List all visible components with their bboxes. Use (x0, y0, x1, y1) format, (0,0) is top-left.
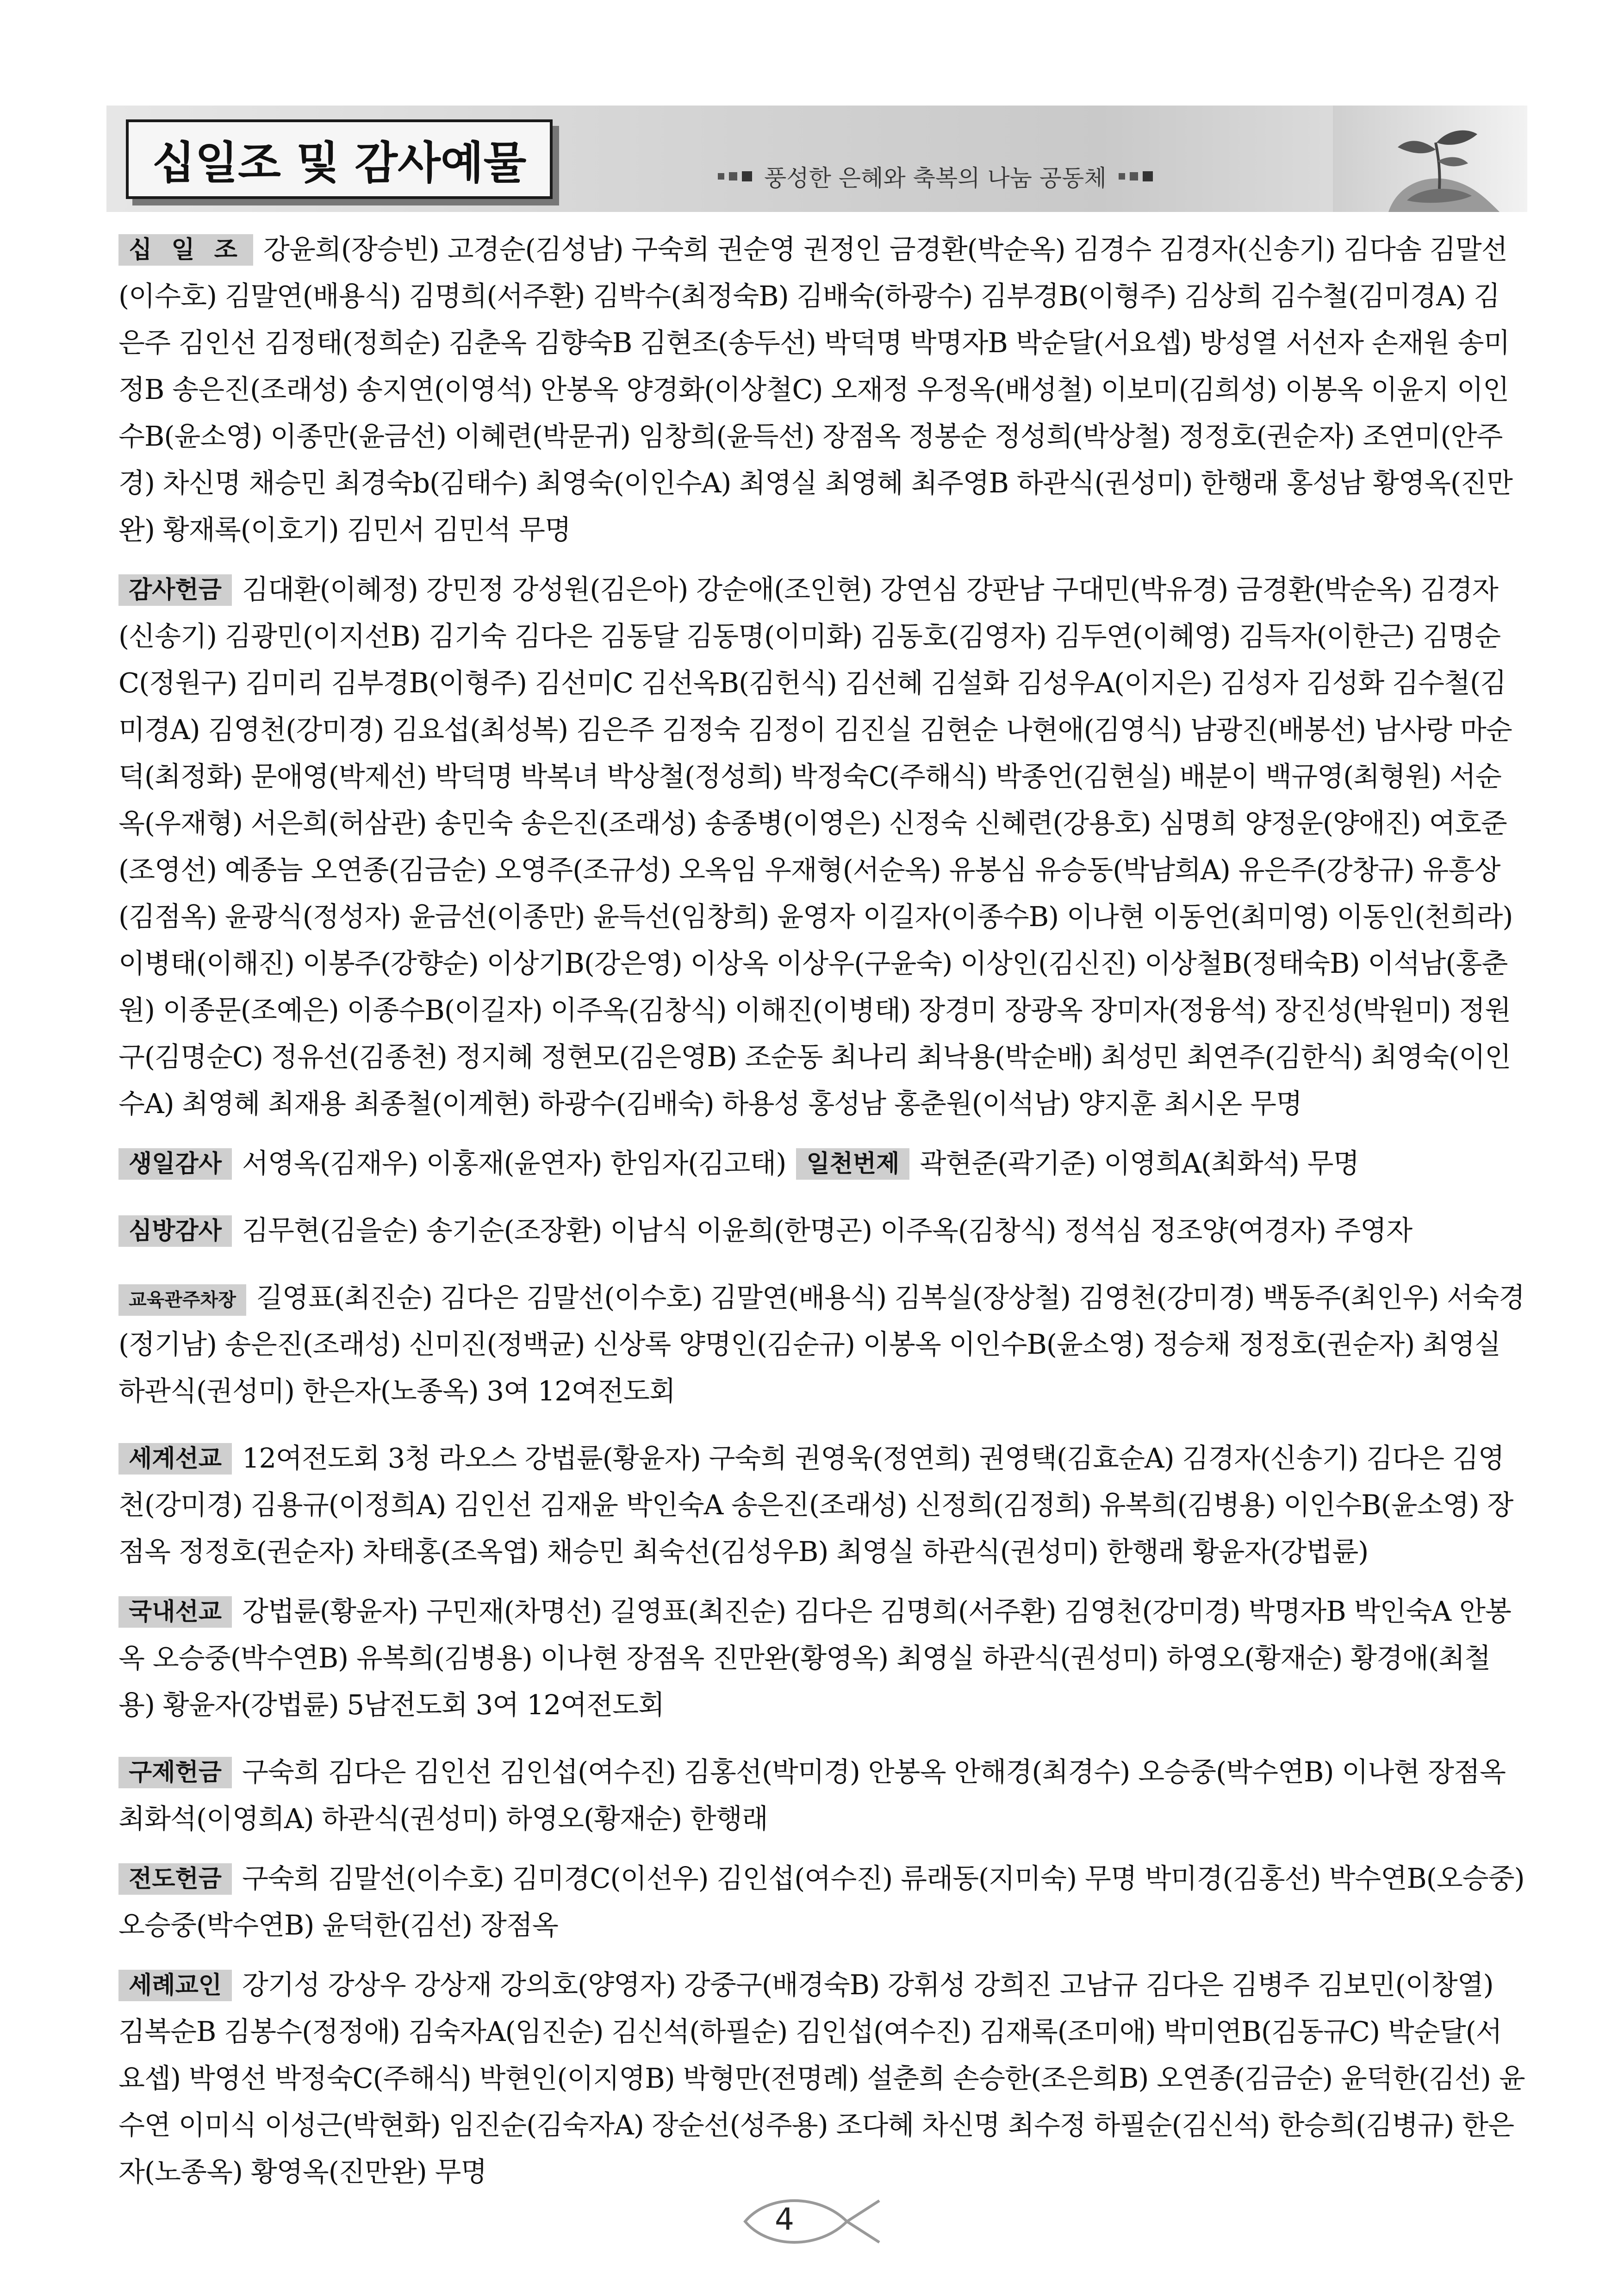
section-relief-offering (118, 1748, 1525, 1842)
section-text: 구숙희 김말선(이수호) 김미경C(이선우) 김인섭(여수진) 류래동(지미숙) 무명 박미경(김홍선) 박수연B(오승중) 오승중(박수연B) 윤덕한(김선) 장점옥 (118, 1862, 1525, 1941)
bullet-dots-right (1119, 171, 1153, 181)
section-world-mission (118, 1435, 1525, 1575)
bullet-dots-left (718, 171, 752, 181)
section-label: 세계선교 (118, 1443, 232, 1475)
section-text: 김대환(이혜정) 강민정 강성원(김은아) 강순애(조인현) 강연심 강판남 구대민(박유경) 금경환(박순옥) 김경자(신송기) 김광민(이지선B) 김기숙 김다은 김동달 김동명(이미화) 김동호(김영자) 김두연(이혜영) 김득자(이한근) 김명순C(정원구) 김미리 김부경B(이형주) 김선미C 김선옥B(김헌식) 김선혜 김설화 김성우A(이지은) 김성자 김성화 김수철(김미경A) 김영천(강미경) 김요섭(최성복) 김은주 김정숙 김정이 김진실 김현순 나현애(김영식) 남광진(배봉선) 남사랑 마순덕(최정화) 문애영(박제선) 박덕명 박복녀 박상철(정성희) 박정숙C(주해식) 박종언(김현실) 배분이 백규영(최형원) 서순옥(우재형) 서은희(허삼관) 송민숙 송은진(조래성) 송종병(이영은) 신정숙 신혜련(강용호) 심명희 양정운(양애진) 여호준(조영선) 예종늠 오연종(김금순) 오영주(조규성) 오옥임 우재형(서순옥) 유봉심 유승동(박남희A) 유은주(강창규) 유흥상(김점옥) 윤광식(정성자) 윤금선(이종만) 윤득선(임창희) 윤영자 이길자(이종수B) 이나현 이동언(최미영) 이동인(천희라) 이병태(이해진) 이봉주(강향순) 이상기B(강은영) 이상옥 이상우(구윤숙) 이상인(김신진) 이상철B(정태숙B) 이석남(홍춘원) 이종문(조예은) 이종수B(이길자) 이주옥(김창식) 이해진(이병태) 장경미 장광옥 장미자(정융석) 장진성(박원미) 정원구(김명순C) 정유선(김종천) 정지혜 정현모(김은영B) 조순동 최나리 최낙용(박순배) 최성민 최연주(김한식) 최영숙(이인수A) 최영혜 최재용 최종철(이계현) 하광수(김배숙) 하용성 홍성남 홍춘원(이석남) 양지훈 최시온 무명 (118, 573, 1513, 1120)
section-visitation-thanks (118, 1207, 1525, 1254)
spacer (118, 1254, 1525, 1274)
donor-list (118, 226, 1525, 2195)
section-text: 길영표(최진순) 김다은 김말선(이수호) 김말연(배용식) 김복실(장상철) 김영천(강미경) 백동주(최인우) 서숙경(정기남) 송은진(조래성) 신미진(정백균) 신상록 양명인(김순규) 이봉옥 이인수B(윤소영) 정승채 정정호(권순자) 최영실 하관식(권성미) 한은자(노종옥) 3여 12여전도회 (118, 1282, 1525, 1407)
spacer (118, 1948, 1525, 1961)
spacer (118, 1842, 1525, 1855)
section-label: 전도헌금 (118, 1863, 232, 1895)
section-text: 강기성 강상우 강상재 강의호(양영자) 강중구(배경숙B) 강휘성 강희진 고남규 김다은 김병주 김보민(이창열) 김복순B 김봉수(정정애) 김숙자A(임진순) 김신석(하필순) 김인섭(여수진) 김재록(조미애) 박미연B(김동규C) 박순달(서요셉) 박영선 박정숙C(주해식) 박현인(이지영B) 박형만(전명례) 설춘희 손승한(조은희B) 오연종(김금순) 윤덕한(김선) 윤수연 이미식 이성근(박현화) 임진순(김숙자A) 장순선(성주용) 조다혜 차신명 최수정 하필순(김신석) 한승희(김병규) 한은자(노종옥) 황영옥(진만완) 무명 (118, 1969, 1525, 2188)
section-evangelism-offering (118, 1855, 1525, 1948)
section-birthday-thanks (118, 1140, 1525, 1187)
spacer (118, 1728, 1525, 1748)
page-number: 4 (775, 2201, 794, 2237)
section-label: 교육관주차장 (118, 1284, 246, 1316)
subtitle-text: 풍성한 은혜와 축복의 나눔 공동체 (764, 165, 1107, 192)
section-text: 김무현(김을순) 송기순(조장환) 이남식 이윤희(한명곤) 이주옥(김창식) 정석심 정조양(여경자) 주영자 (242, 1214, 1413, 1246)
section-text: 서영옥(김재우) 이홍재(윤연자) 한임자(김고태) (242, 1147, 786, 1179)
section-thanks-offering (118, 566, 1525, 1127)
section-text: 강법륜(황윤자) 구민재(차명선) 길영표(최진순) 김다은 김명희(서주환) 김영천(강미경) 박명자B 박인숙A 안봉옥 오승중(박수연B) 유복희(김병용) 이나현 장점옥 진만완(황영옥) 최영실 하관식(권성미) 하영오(황재순) 황경애(최철용) 황윤자(강법륜) 5남전도회 3여 12여전도회 (118, 1595, 1511, 1721)
spacer (118, 553, 1525, 566)
sprout-in-hands-icon (1333, 106, 1527, 212)
section-text-thousand-offering: 곽현준(곽기준) 이영희A(최화석) 무명 (920, 1147, 1359, 1179)
page-footer (741, 2189, 889, 2254)
section-label: 생일감사 (118, 1148, 232, 1180)
section-text: 12여전도회 3청 라오스 강법륜(황윤자) 구숙희 권영욱(정연희) 권영택(김효순A) 김경자(신송기) 김다은 김영천(강미경) 김용규(이정희A) 김인선 김재윤 박인숙A 송은진(조래성) 신정희(김정희) 유복희(김병용) 이인수B(윤소영) 장점옥 정정호(권순자) 차태홍(조옥엽) 채승민 최숙선(김성우B) 최영실 하관식(권성미) 한행래 황윤자(강법륜) (118, 1442, 1513, 1568)
section-label: 십 일 조 (118, 234, 253, 266)
section-label: 세례교인 (118, 1970, 232, 2001)
spacer (118, 1127, 1525, 1140)
section-tithe (118, 226, 1525, 553)
section-domestic-mission (118, 1588, 1525, 1728)
section-label-thousand-offering: 일천번제 (796, 1148, 909, 1180)
section-label: 구제헌금 (118, 1757, 232, 1788)
spacer (118, 1187, 1525, 1207)
spacer (118, 1575, 1525, 1588)
page-title: 십일조 및 감사예물 (126, 119, 553, 199)
section-education-parking (118, 1274, 1525, 1414)
header-subtitle (706, 160, 1165, 193)
section-label: 국내선교 (118, 1596, 232, 1628)
section-text: 강윤희(장승빈) 고경순(김성남) 구숙희 권순영 권정인 금경환(박순옥) 김경수 김경자(신송기) 김다솜 김말선(이수호) 김말연(배용식) 김명희(서주환) 김박수(최정숙B) 김배숙(하광수) 김부경B(이형주) 김상희 김수철(김미경A) 김은주 김인선 김정태(정희순) 김춘옥 김향숙B 김현조(송두선) 박덕명 박명자B 박순달(서요셉) 방성열 서선자 손재원 송미정B 송은진(조래성) 송지연(이영석) 안봉옥 양경화(이상철C) 오재정 우정옥(배성철) 이보미(김희성) 이봉옥 이윤지 이인수B(윤소영) 이종만(윤금선) 이혜련(박문귀) 임창희(윤득선) 장점옥 정봉순 정성희(박상철) 정정호(권순자) 조연미(안주경) 차신명 채승민 최경숙b(김태수) 최영숙(이인수A) 최영실 최영혜 최주영B 하관식(권성미) 한행래 홍성남 황영옥(진만완) 황재록(이호기) 김민서 김민석 무명 (118, 233, 1512, 546)
section-label: 심방감사 (118, 1215, 232, 1247)
section-text: 구숙희 김다은 김인선 김인섭(여수진) 김홍선(박미경) 안봉옥 안해경(최경수) 오승중(박수연B) 이나현 장점옥 최화석(이영희A) 하관식(권성미) 하영오(황재순) 한행래 (118, 1756, 1506, 1835)
section-label: 감사헌금 (118, 574, 232, 606)
section-baptized-members (118, 1961, 1525, 2195)
spacer (118, 1414, 1525, 1435)
